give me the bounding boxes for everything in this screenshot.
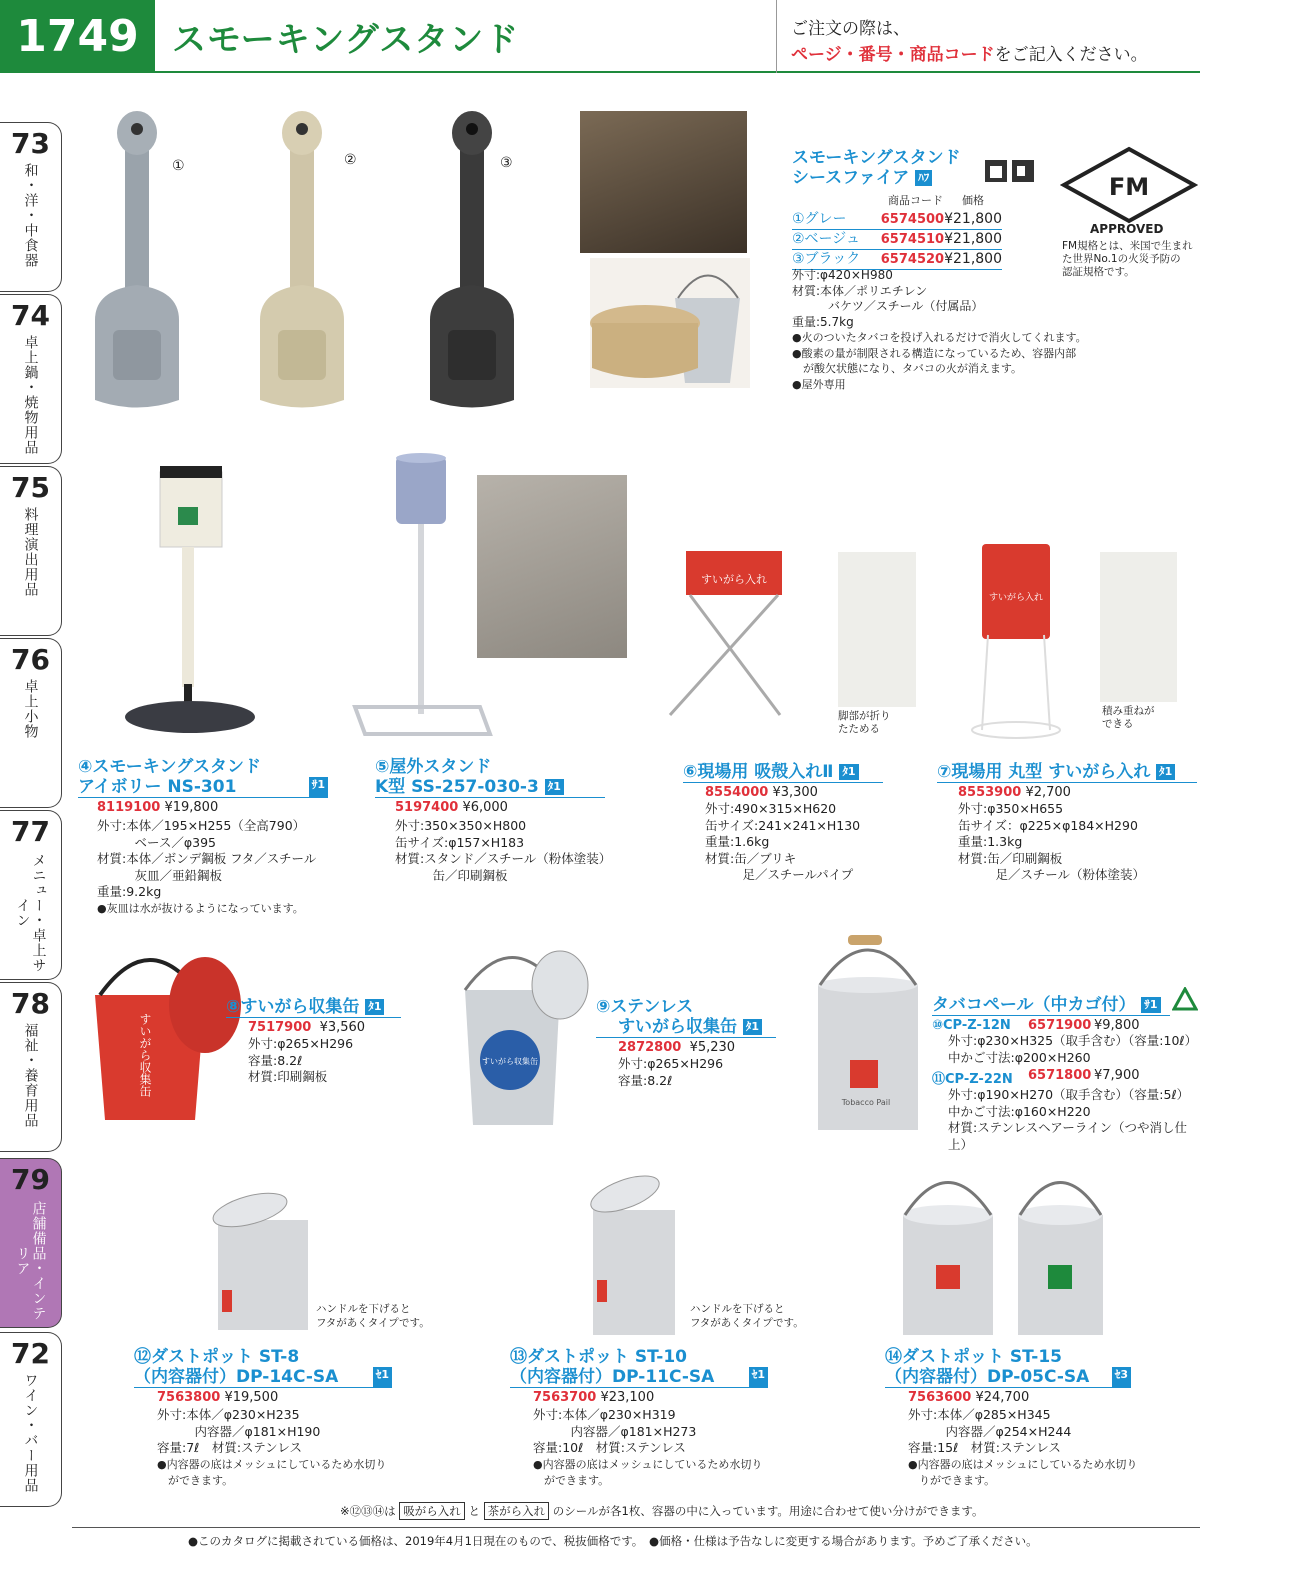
side-tab-number: 76 (11, 643, 50, 676)
product-6-spec: 外寸:490×315×H620 缶サイズ:241×241×H130 重量:1.6kg 材質:缶／ブリキ 足／スチールパイプ (705, 801, 861, 882)
price-row: ③ブラック 6574520 ¥21,800 (792, 250, 1002, 270)
product-1-price-table (792, 210, 1002, 270)
product-8-code-price: 7517900 ¥3,560 (248, 1020, 366, 1035)
product-6-caption: 脚部が折り たためる (838, 710, 891, 735)
product-13-caption: ハンドルを下げると フタがあくタイプです。 (690, 1303, 804, 1329)
side-tab-label: 卓上鍋・焼物用品 (22, 335, 39, 455)
product-7-can-label: すいがら入れ (988, 593, 1044, 603)
product-9-spec: 外寸:φ265×H296 容量:8.2ℓ (618, 1056, 724, 1088)
product-8-title: ⑧すいがら収集缶 ﾀ1 (226, 997, 401, 1018)
side-tab-76[interactable] (0, 638, 62, 808)
side-tab-74[interactable] (0, 294, 62, 464)
product-7-spec: 外寸:φ350×H655 缶サイズ：φ225×φ184×H290 重量:1.3kg 材質:缶／印刷鋼板 足／スチール（粉体塗装） (958, 801, 1146, 882)
col-code-header: 商品コード (888, 194, 943, 207)
order-note-rest: をご記入ください。 (994, 45, 1148, 65)
product-5-title: ⑤屋外スタンド K型 SS-257-030-3 ﾀ1 (375, 757, 605, 798)
product-4-image (120, 462, 270, 747)
fm-note: FM規格とは、米国で生まれ た世界No.1の火災予防の 認証規格です。 (1062, 240, 1193, 278)
product-12-code-price: 7563800 ¥19,500 (157, 1390, 279, 1405)
marker-2: ② (344, 152, 357, 168)
product-12-badge: ｾ1 (373, 1367, 392, 1387)
side-tab-number: 78 (11, 987, 50, 1020)
product-13-spec: 外寸:本体／φ230×H319 内容器／φ181×H273 容量:10ℓ 材質:ステンレス ●内容器の底はメッシュにしているため水切り ができます。 (533, 1407, 763, 1487)
product-14-spec: 外寸:本体／φ285×H345 内容器／φ254×H244 容量:15ℓ 材質:ステンレス ●内容器の底はメッシュにしているため水切り りができます。 (908, 1407, 1138, 1487)
side-tab-number: 77 (11, 815, 50, 848)
side-tab-number: 72 (11, 1337, 50, 1370)
product-7-title: ⑦現場用 丸型 すいがら入れ ﾀ1 (937, 762, 1197, 783)
product-8-can-label: すいがら収集缶 (138, 1013, 152, 1097)
product-5-image (350, 452, 495, 742)
product-12-title: ⑫ダストポット ST-8 （内容器付）DP-14C-SA ｾ1 (134, 1347, 392, 1388)
product-1-badge: ﾊﾌ (915, 170, 932, 186)
fm-approved: APPROVED (1090, 222, 1164, 236)
product-6-image (660, 545, 820, 725)
product-6-can-label: すいがら入れ (701, 573, 767, 586)
product-4-code-price: 8119100 ¥19,800 (97, 800, 219, 815)
product-5-photo (477, 475, 627, 658)
seal-footnote: ※⑫⑬⑭は 吸がら入れ と 茶がら入れ のシールが各1枚、容器の中に入っています。用途に合わせて使い分けができます。 (340, 1504, 984, 1518)
order-note (776, 0, 1200, 73)
product-5-spec: 外寸:350×350×H800 缶サイズ:φ157×H183 材質:スタンド／スチール（粉体塗装） 缶／印刷鋼板 (395, 818, 612, 883)
product-1-title-line2: シースファイア ﾊﾌ (792, 168, 992, 188)
product-4-spec: 外寸:本体／195×H255（全高790） ベース／φ395 材質:本体／ボンデ鋼板 フタ／スチール 灰皿／亜鉛鋼板 重量:9.2kg ●灰皿は水が抜けるようになっています。 (97, 818, 317, 915)
product-7-caption: 積み重ねが できる (1102, 705, 1155, 730)
product-12-image (210, 1180, 320, 1340)
product-8-image (85, 935, 245, 1130)
product-6-title: ⑥現場用 吸殻入れⅡ ﾀ1 (683, 762, 883, 783)
side-tab-number: 79 (11, 1163, 50, 1196)
product-9-badge: ﾀ1 (743, 1019, 762, 1035)
smoking-stand-beige-image (260, 111, 344, 408)
page-number: 1749 (0, 0, 155, 73)
product-4-title: ④スモーキングスタンド アイボリー NS-301 ｻ1 (78, 757, 328, 798)
product-1-spec: 外寸:φ420×H980 材質:本体／ポリエチレン バケツ／スチール（付属品） 重量:5.7kg ●火のついたタバコを投げ入れるだけで消火してくれます。 ●酸素の量が制限される構造になっているため、容器内部 が酸欠状態になり、タバコの火が消えます。 ●屋外専用 (792, 268, 1087, 391)
product-14-title: ⑭ダストポット ST-15 （内容器付）DP-05C-SA ｾ3 (885, 1347, 1131, 1388)
product-9-image (455, 930, 595, 1130)
seal-label-1: 吸がら入れ (399, 1502, 465, 1520)
product-14-badge: ｾ3 (1112, 1367, 1131, 1387)
side-tab-79[interactable] (0, 1158, 62, 1328)
product-9-code-price: 2872800 ¥5,230 (618, 1040, 736, 1055)
side-tab-78[interactable] (0, 982, 62, 1152)
seal-label-2: 茶がら入れ (484, 1502, 550, 1520)
price-row: ①グレー 6574500 ¥21,800 (792, 210, 1002, 230)
product-8-spec: 外寸:φ265×H296 容量:8.2ℓ 材質:印刷鋼板 (248, 1036, 354, 1084)
product-5-badge: ﾀ1 (545, 779, 564, 795)
side-tab-label: 和・洋・中食器 (22, 163, 39, 268)
product-9-can-label: すいがら収集缶 (482, 1057, 538, 1066)
product-12-spec: 外寸:本体／φ230×H235 内容器／φ181×H190 容量:7ℓ 材質:ステンレス ●内容器の底はメッシュにしているため水切り ができます。 (157, 1407, 387, 1487)
marker-3: ③ (500, 155, 513, 171)
product-10-rows: ⑩CP-Z-12N 6571900 ¥9,800 外寸:φ230×H325（取手含む）（容量:10ℓ） 中かご寸法:φ200×H260 ⑪CP-Z-22N 6571800 ¥7,900 外寸:φ190×H270（取手含む）（容量:5ℓ） 中かご寸法:φ160×H220 材質:ステンレスヘアーライン（つや消し仕上） (932, 1018, 1202, 1153)
price-row: ⑩CP-Z-12N 6571900 ¥9,800 (932, 1018, 1140, 1033)
side-tab-73[interactable] (0, 122, 62, 292)
col-price-header: 価格 (962, 194, 984, 207)
side-tab-label: 料理演出用品 (22, 507, 39, 597)
product-14-image (893, 1160, 1113, 1340)
side-tab-label: ワイン・バー用品 (22, 1373, 39, 1493)
side-tab-number: 75 (11, 471, 50, 504)
fm-logo-text: FM (1108, 173, 1150, 201)
product-7-code-price: 8553900 ¥2,700 (958, 785, 1071, 800)
side-tab-label: 福祉・養育用品 (22, 1023, 39, 1128)
product-13-image (585, 1160, 695, 1340)
side-tab-label: 店舗備品・インテリア (14, 1201, 47, 1321)
price-row: ②ベージュ 6574510 ¥21,800 (792, 230, 1002, 250)
marker-1: ① (172, 158, 185, 174)
product-8-badge: ﾀ1 (365, 999, 384, 1015)
product-10-title: タバコペール（中カゴ付） ｻ1 (932, 995, 1170, 1016)
product-10-badge: ｻ1 (1141, 997, 1160, 1013)
product-10-image (808, 930, 928, 1135)
smoking-stand-gray-image (95, 111, 179, 408)
order-note-line2 (791, 42, 1200, 68)
product-12-caption: ハンドルを下げると フタがあくタイプです。 (316, 1303, 430, 1329)
product-13-badge: ｾ1 (749, 1367, 768, 1387)
side-tab-number: 73 (11, 127, 50, 160)
product-9-title: ⑨ステンレス すいがら収集缶 ﾀ1 (596, 997, 776, 1038)
page-title: スモーキングスタンド (172, 20, 520, 60)
side-tab-number: 74 (11, 299, 50, 332)
smoking-stand-images (85, 105, 565, 425)
product-4-badge: ｻ1 (309, 777, 328, 797)
footer-note: ●このカタログに掲載されている価格は、2019年4月1日現在のもので、税抜価格です。 ●価格・仕様は予告なしに変更する場合があります。予めご了承ください。 (188, 1534, 1038, 1548)
bucket-photo (590, 258, 750, 388)
product-13-title: ⑬ダストポット ST-10 （内容器付）DP-11C-SA ｾ1 (510, 1347, 768, 1388)
shop-icon (985, 158, 1035, 184)
price-row: ⑪CP-Z-22N 6571800 ¥7,900 (932, 1068, 1140, 1087)
product-13-code-price: 7563700 ¥23,100 (533, 1390, 655, 1405)
recycle-icon (1172, 987, 1198, 1013)
order-note-red: ページ・番号・商品コード (791, 45, 995, 65)
product-6-code-price: 8554000 ¥3,300 (705, 785, 818, 800)
product-1-title (792, 148, 992, 188)
product-10-can-label: Tobacco Pail (841, 1098, 891, 1107)
product-1-title-line1: スモーキングスタンド (792, 148, 961, 168)
product-7-badge: ﾀ1 (1156, 764, 1175, 780)
side-tab-77[interactable] (0, 810, 62, 980)
footer-divider (72, 1527, 1200, 1528)
side-tab-label: メニュー・卓上サイン (14, 853, 47, 973)
product-7-stack-photo (1100, 552, 1177, 702)
product-6-badge: ﾀ1 (839, 764, 858, 780)
side-tab-75[interactable] (0, 466, 62, 636)
product-14-code-price: 7563600 ¥24,700 (908, 1390, 1030, 1405)
product-7-image (970, 540, 1070, 740)
product-1-icons (985, 158, 1035, 184)
order-note-line1: ご注文の際は、 (791, 19, 910, 39)
product-5-code-price: 5197400 ¥6,000 (395, 800, 508, 815)
side-tab-72[interactable] (0, 1332, 62, 1507)
product-6-folded-photo (838, 552, 916, 707)
side-tab-label: 卓上小物 (22, 679, 39, 739)
usage-photo (580, 111, 747, 253)
fm-logo (1060, 145, 1198, 225)
